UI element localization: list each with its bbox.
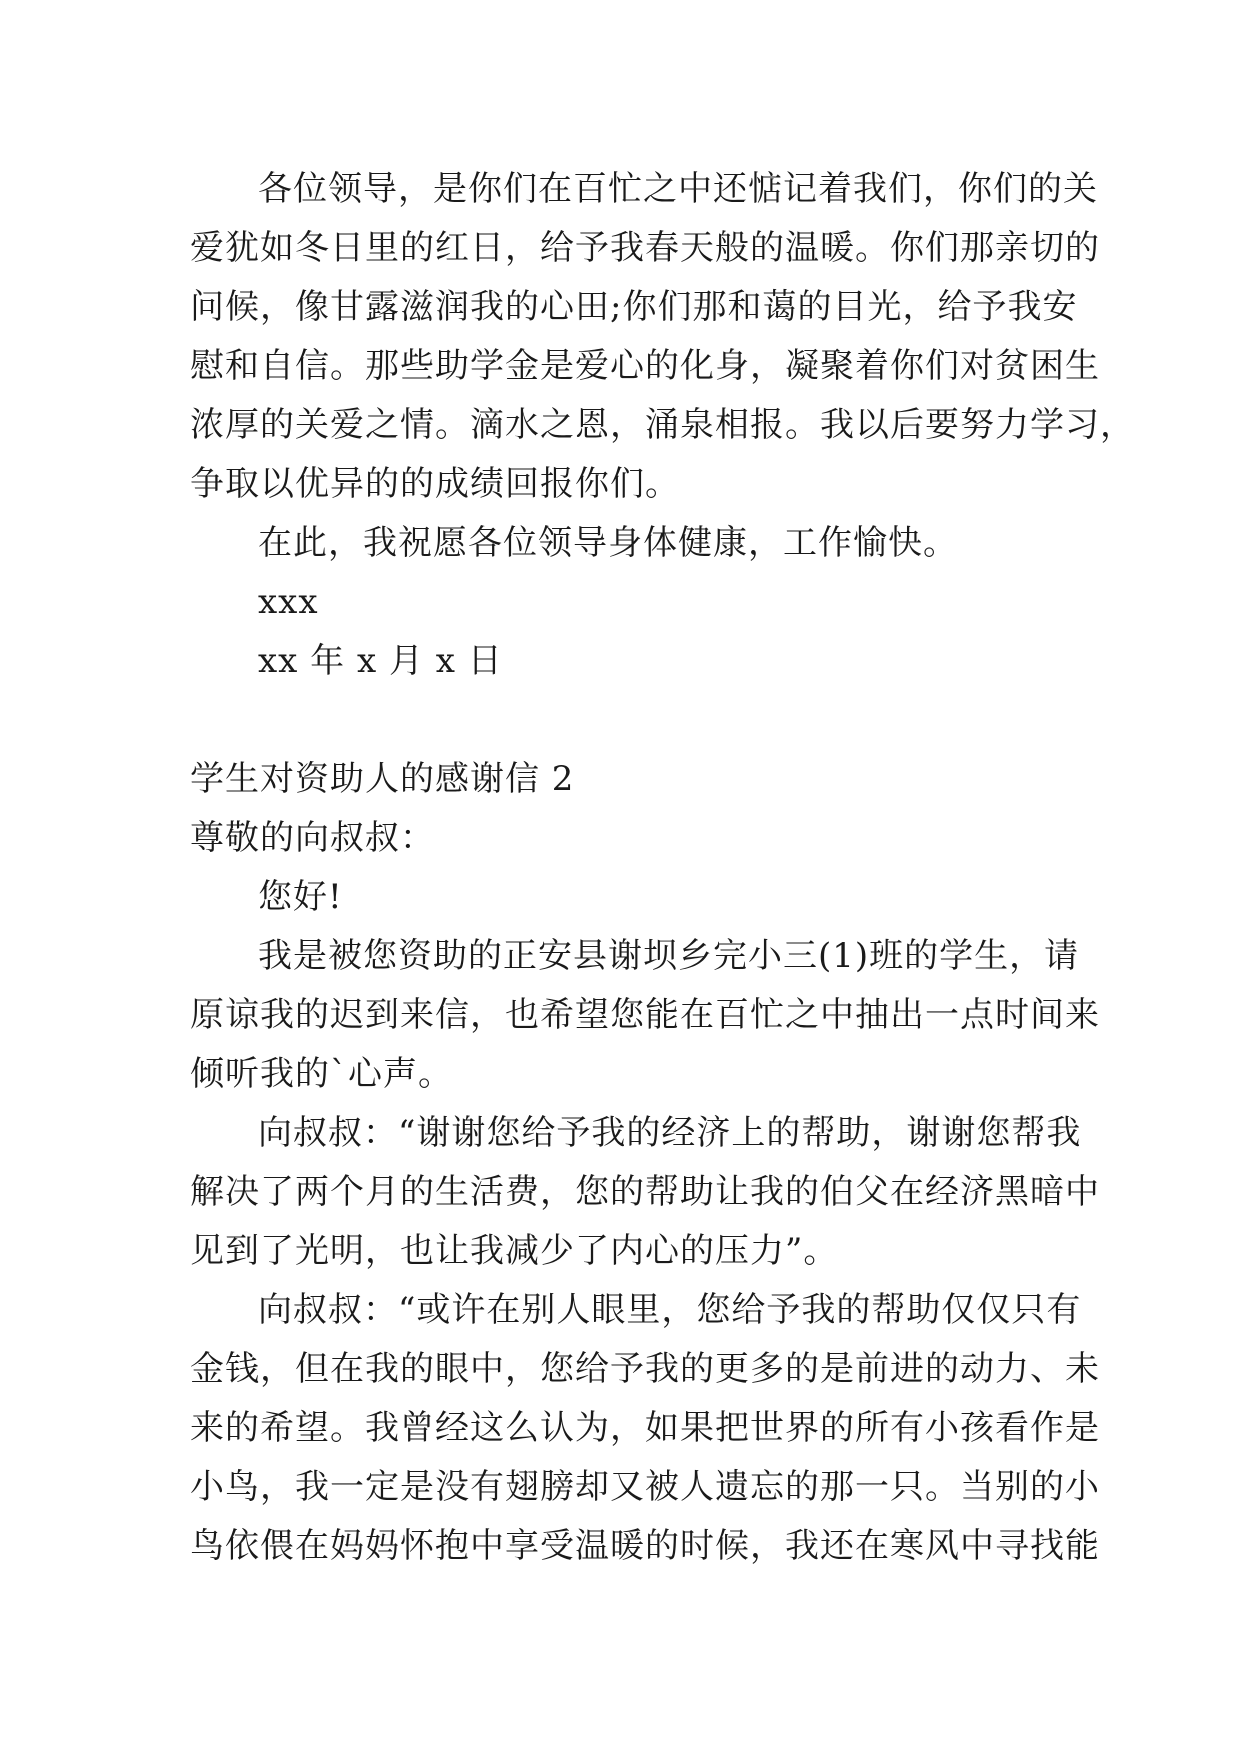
text-line: 向叔叔：“谢谢您给予我的经济上的帮助，谢谢您帮我: [258, 1113, 1082, 1153]
letter2-paragraph-1: [190, 927, 1100, 1104]
text-line: 各位领导，是你们在百忙之中还惦记着我们，你们的关: [258, 169, 1098, 209]
letter2-paragraph-3: [190, 1281, 1100, 1576]
text-line: 我是被您资助的正安县谢坝乡完小三(1)班的学生，请: [258, 936, 1080, 976]
text-line: 原谅我的迟到来信，也希望您能在百忙之中抽出一点时间来: [190, 995, 1100, 1035]
letter2-paragraph-2: [190, 1104, 1100, 1281]
text-line: 倾听我的`心声。: [190, 1054, 453, 1094]
text-line: 问候，像甘露滋润我的心田;你们那和蔼的目光，给予我安: [190, 287, 1078, 327]
signature: xxx: [258, 582, 319, 622]
text-line: 鸟依偎在妈妈怀抱中享受温暖的时候，我还在寒风中寻找能: [190, 1526, 1100, 1566]
text-line: 争取以优异的的成绩回报你们。: [190, 464, 680, 504]
closing-wish: 在此，我祝愿各位领导身体健康，工作愉快。: [258, 523, 958, 563]
text-line: 慰和自信。那些助学金是爱心的化身，凝聚着你们对贫困生: [190, 346, 1100, 386]
text-line: 浓厚的关爱之情。滴水之恩，涌泉相报。我以后要努力学习，: [190, 405, 1135, 445]
letter-title: 学生对资助人的感谢信 2: [190, 759, 575, 799]
text-line: 解决了两个月的生活费，您的帮助让我的伯父在经济黑暗中: [190, 1172, 1100, 1212]
document-page: [190, 160, 1135, 1576]
text-line: 见到了光明，也让我减少了内心的压力”。: [190, 1231, 839, 1271]
date: xx 年 x 月 x 日: [258, 641, 503, 681]
text-line: 向叔叔：“或许在别人眼里，您给予我的帮助仅仅只有: [258, 1290, 1082, 1330]
text-line: 爱犹如冬日里的红日，给予我春天般的温暖。你们那亲切的: [190, 228, 1100, 268]
section-gap: [190, 691, 1055, 750]
text-line: 来的希望。我曾经这么认为，如果把世界的所有小孩看作是: [190, 1408, 1100, 1448]
letter1-paragraph: [190, 160, 1135, 514]
salutation: 尊敬的向叔叔：: [190, 818, 435, 858]
text-line: 小鸟，我一定是没有翅膀却又被人遗忘的那一只。当别的小: [190, 1467, 1100, 1507]
text-line: 金钱，但在我的眼中，您给予我的更多的是前进的动力、未: [190, 1349, 1100, 1389]
greeting: 您好!: [258, 877, 343, 917]
